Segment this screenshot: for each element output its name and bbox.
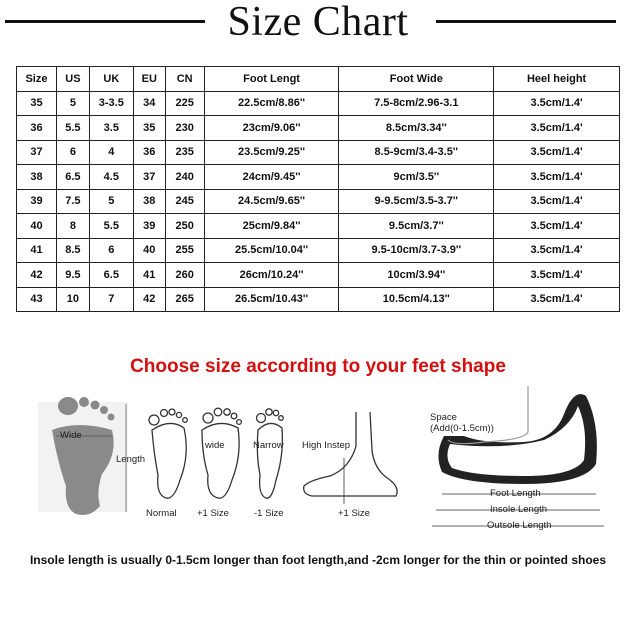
- size-table: [16, 66, 620, 312]
- table-cell: 36: [17, 116, 57, 141]
- table-cell: 22.5cm/8.86'': [204, 91, 339, 116]
- table-row: [17, 263, 620, 288]
- table-cell: 225: [165, 91, 204, 116]
- table-cell: 6.5: [56, 165, 89, 190]
- table-cell: 7: [89, 287, 133, 312]
- table-cell: 230: [165, 116, 204, 141]
- table-cell: 6: [89, 238, 133, 263]
- table-cell: 38: [133, 189, 165, 214]
- table-cell: 8: [56, 214, 89, 239]
- table-cell: 255: [165, 238, 204, 263]
- table-cell: 39: [17, 189, 57, 214]
- title-row: [0, 0, 636, 48]
- table-cell: 10cm/3.94'': [339, 263, 494, 288]
- table-cell: 9cm/3.5'': [339, 165, 494, 190]
- table-cell: 260: [165, 263, 204, 288]
- table-row: [17, 140, 620, 165]
- table-cell: 26cm/10.24'': [204, 263, 339, 288]
- table-cell: 8.5cm/3.34'': [339, 116, 494, 141]
- table-cell: 5: [56, 91, 89, 116]
- insole-length-label: Insole Length: [490, 504, 548, 515]
- table-row: [17, 189, 620, 214]
- table-cell: 4.5: [89, 165, 133, 190]
- table-cell: 25cm/9.84'': [204, 214, 339, 239]
- table-cell: 42: [17, 263, 57, 288]
- table-cell: 36: [133, 140, 165, 165]
- high-instep-label: High Instep: [302, 440, 351, 451]
- table-cell: 3-3.5: [89, 91, 133, 116]
- table-cell: 26.5cm/10.43'': [204, 287, 339, 312]
- table-cell: 9.5-10cm/3.7-3.9'': [339, 238, 494, 263]
- table-cell: 25.5cm/10.04'': [204, 238, 339, 263]
- table-cell: 3.5cm/1.4': [494, 214, 620, 239]
- table-cell: 3.5cm/1.4': [494, 189, 620, 214]
- minus-size-label: -1 Size: [254, 508, 284, 519]
- page-title: Size Chart: [227, 0, 409, 45]
- table-header-row: [17, 67, 620, 92]
- table-cell: 3.5cm/1.4': [494, 287, 620, 312]
- table-row: [17, 116, 620, 141]
- table-cell: 37: [17, 140, 57, 165]
- col-header-cn: CN: [165, 67, 204, 92]
- table-cell: 245: [165, 189, 204, 214]
- table-cell: 5.5: [89, 214, 133, 239]
- table-cell: 41: [133, 263, 165, 288]
- table-cell: 235: [165, 140, 204, 165]
- table-cell: 8.5: [56, 238, 89, 263]
- narrow-foot-label: Narrow: [253, 440, 284, 451]
- table-cell: 5: [89, 189, 133, 214]
- col-header-eu: EU: [133, 67, 165, 92]
- col-header-foot-wide: Foot Wide: [339, 67, 494, 92]
- high-instep-foot-icon: [300, 410, 420, 510]
- feet-comparison-icon: [140, 400, 300, 505]
- table-cell: 9.5cm/3.7'': [339, 214, 494, 239]
- table-cell: 23.5cm/9.25'': [204, 140, 339, 165]
- table-cell: 9-9.5cm/3.5-3.7'': [339, 189, 494, 214]
- col-header-size: Size: [17, 67, 57, 92]
- table-cell: 4: [89, 140, 133, 165]
- table-cell: 35: [133, 116, 165, 141]
- table-cell: 37: [133, 165, 165, 190]
- col-header-heel-height: Heel height: [494, 67, 620, 92]
- table-row: [17, 214, 620, 239]
- table-cell: 6: [56, 140, 89, 165]
- table-cell: 7.5-8cm/2.96-3.1: [339, 91, 494, 116]
- table-cell: 8.5-9cm/3.4-3.5'': [339, 140, 494, 165]
- space-add-label: (Add(0-1.5cm)): [430, 423, 494, 434]
- table-cell: 39: [133, 214, 165, 239]
- table-cell: 23cm/9.06'': [204, 116, 339, 141]
- normal-label: Normal: [146, 508, 177, 519]
- guide-title: Choose size according to your feet shape: [130, 356, 506, 377]
- instep-plus-size-label: +1 Size: [338, 508, 370, 519]
- footer-note: Insole length is usually 0-1.5cm longer than foot length,and -2cm longer for the thin or pointed shoes: [29, 553, 607, 567]
- table-cell: 265: [165, 287, 204, 312]
- table-cell: 40: [133, 238, 165, 263]
- table-cell: 9.5: [56, 263, 89, 288]
- table-cell: 3.5cm/1.4': [494, 263, 620, 288]
- table-cell: 34: [133, 91, 165, 116]
- foot-length-measure-label: Foot Length: [490, 488, 541, 499]
- table-row: [17, 287, 620, 312]
- table-cell: 3.5cm/1.4': [494, 238, 620, 263]
- table-cell: 40: [17, 214, 57, 239]
- table-cell: 10.5cm/4.13'': [339, 287, 494, 312]
- space-label: Space: [430, 412, 457, 423]
- table-cell: 38: [17, 165, 57, 190]
- table-cell: 41: [17, 238, 57, 263]
- table-cell: 24cm/9.45'': [204, 165, 339, 190]
- table-cell: 24.5cm/9.65'': [204, 189, 339, 214]
- table-cell: 240: [165, 165, 204, 190]
- table-cell: 43: [17, 287, 57, 312]
- table-cell: 3.5cm/1.4': [494, 140, 620, 165]
- col-header-us: US: [56, 67, 89, 92]
- table-cell: 7.5: [56, 189, 89, 214]
- table-cell: 42: [133, 287, 165, 312]
- table-row: [17, 238, 620, 263]
- col-header-foot-length: Foot Lengt: [204, 67, 339, 92]
- table-cell: 250: [165, 214, 204, 239]
- foot-length-label: Length: [116, 454, 146, 465]
- table-cell: 3.5cm/1.4': [494, 116, 620, 141]
- plus-size-label: +1 Size: [197, 508, 229, 519]
- table-cell: 3.5cm/1.4': [494, 165, 620, 190]
- outsole-length-label: Outsole Length: [487, 520, 552, 531]
- table-cell: 10: [56, 287, 89, 312]
- table-cell: 6.5: [89, 263, 133, 288]
- table-cell: 35: [17, 91, 57, 116]
- table-cell: 3.5cm/1.4': [494, 91, 620, 116]
- table-cell: 5.5: [56, 116, 89, 141]
- col-header-uk: UK: [89, 67, 133, 92]
- table-cell: 3.5: [89, 116, 133, 141]
- foot-wide-label: Wide: [60, 430, 82, 441]
- wide-foot-label: wide: [205, 440, 225, 451]
- table-row: [17, 91, 620, 116]
- table-row: [17, 165, 620, 190]
